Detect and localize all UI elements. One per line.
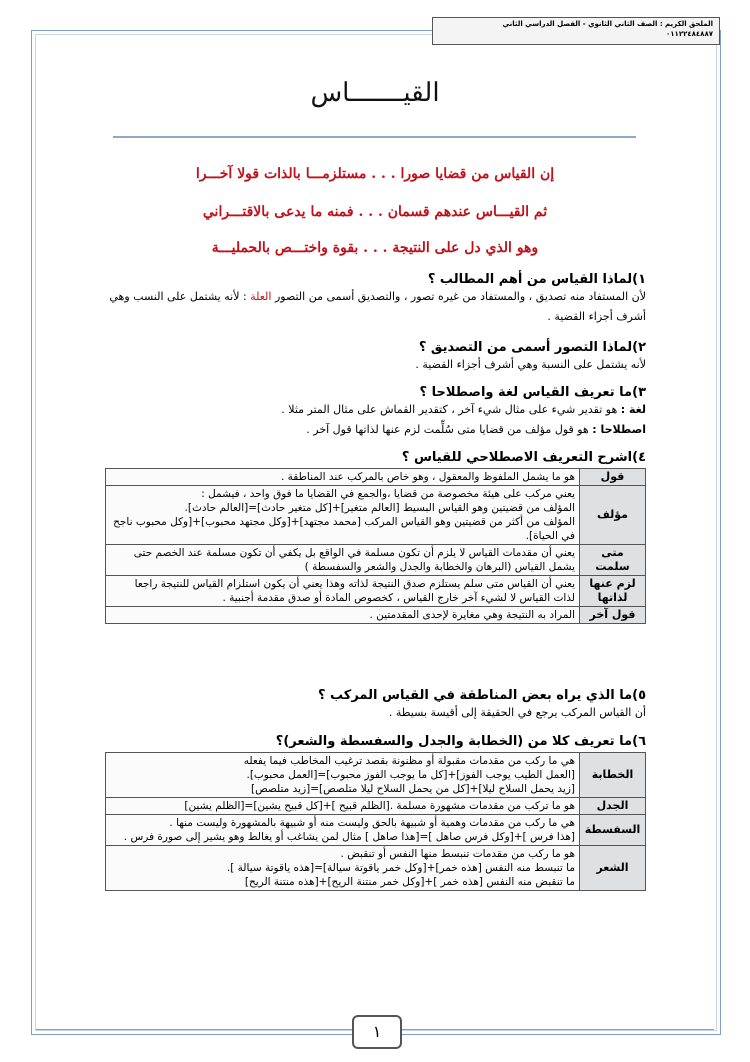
header-phone: ٠١١٢٢٤٨٤٨٨٧ — [666, 30, 713, 38]
description-line: يعني أن القياس متى سلم يستلزم صدق النتيجة لذاته وهذا يعني أن يكون استلزام القياس للنتيجة راجعا لذات القياس لا لشيء آخر خارج القياس ، كخصوص المادة أو صدق مقدمة أجنبية . — [134, 578, 575, 604]
description-cell — [106, 798, 580, 815]
question-3-term — [105, 420, 646, 440]
question-1-answer — [105, 287, 646, 327]
description-line: ما تنقبض منه النفس [هذه خمر ]+[وكل خمر منتنة الريح]+[هذه منتنة الريح] — [244, 876, 575, 888]
question-3 — [105, 385, 646, 440]
term-cell: الخطابة — [580, 753, 646, 798]
term-cell: مؤلف — [580, 486, 646, 545]
term-cell: لزم عنها لذاتها — [580, 576, 646, 607]
term-cell: الشعر — [580, 846, 646, 891]
term-cell: متى سلمت — [580, 545, 646, 576]
label-term: اصطلاحا : — [592, 423, 646, 436]
question-4 — [105, 450, 646, 624]
description-line: هي ما ركب من مقدمات وهمية أو شبيهة بالحق وليست منه أو شبيهة بالمشهورة وليست منها . — [169, 817, 575, 829]
question-2-heading: ٢)لماذا التصور أسمى من التصديق ؟ — [418, 340, 646, 355]
answer-highlight: العلة — [250, 290, 272, 303]
types-table — [105, 752, 646, 891]
answer-text: لأن المستفاد منه تصديق ، والمستفاد من غيره تصور ، والتصديق أسمى من التصور — [271, 290, 646, 303]
table-row — [106, 753, 646, 798]
question-6 — [105, 734, 646, 891]
term-cell: السفسطة — [580, 815, 646, 846]
table-row — [106, 815, 646, 846]
term-cell: الجدل — [580, 798, 646, 815]
label-lang: لغة : — [620, 403, 646, 416]
question-5 — [105, 688, 646, 723]
table-row — [106, 798, 646, 815]
description-line: يعني مركب على هيئة مخصوصة من قضايا ،والجمع في القضايا ما فوق واحد ، فيشمل : — [201, 488, 575, 500]
description-line: ما تنبسط منه النفس [هذه خمر]+[وكل خمر ياقوتة سيالة]=[هذه ياقوتة سيالة ]. — [226, 862, 575, 874]
question-1-heading: ١)لماذا القياس من أهم المطالب ؟ — [427, 272, 646, 287]
table-row — [106, 846, 646, 891]
page-number: ١ — [352, 1015, 402, 1049]
table-row — [106, 545, 646, 576]
table-row — [106, 486, 646, 545]
description-cell — [106, 846, 580, 891]
question-2-answer: لأنه يشتمل على النسبة وهي أشرف أجزاء القضية . — [415, 358, 646, 371]
question-6-heading: ٦)ما تعريف كلا من (الخطابة والجدل والسفسطة والشعر)؟ — [275, 734, 646, 749]
description-line: هو ما تركب من مقدمات مشهورة مسلمة .[الظلم قبيح ]+[كل قبيح يشين]=[الظلم يشين] — [184, 800, 575, 812]
table-row — [106, 469, 646, 486]
description-line: المؤلف من قضيتين وهو القياس البسيط [العالم متغير]+[كل متغير حادث]=[العالم حادث]. — [184, 502, 575, 514]
term-cell: قول آخر — [580, 607, 646, 624]
description-cell — [106, 469, 580, 486]
description-cell — [106, 815, 580, 846]
description-line: هي ما ركب من مقدمات مقبولة أو مظنونة بقصد ترغيب المخاطب فيما يفعله — [243, 755, 575, 767]
question-5-heading: ٥)ما الذي يراه بعض المناطقة في القياس المركب ؟ — [317, 688, 646, 703]
answer-text: هو تقدير شيء على مثال شيء آخر ، كتقدير القماش على مثال المتر مثلا . — [281, 403, 621, 416]
description-line: المؤلف من أكثر من قضيتين وهو القياس المركب [محمد مجتهد]+[وكل مجتهد محبوب]+[وكل محبوب ناجح في الحياة]. — [113, 516, 575, 542]
description-line: هو ما يشمل الملفوظ والمعقول ، وهو خاص بالمركب عند المناطقة . — [280, 471, 575, 483]
description-line: يعني أن مقدمات القياس لا يلزم أن تكون مسلمة في الواقع بل يكفي أن تكون مسلمة عند الخصم حتى يشمل القياس (البرهان والخطابة والجدل والشعر والسفسطة ) — [133, 547, 575, 573]
answer-text: هو قول مؤلف من قضايا متى سُلِّمت لزم عنها لذاتها قول آخر . — [306, 423, 593, 436]
page-title: القيـــــــاس — [310, 78, 440, 108]
definition-table — [105, 468, 646, 624]
description-line: هو ما ركب من مقدمات تنبسط منها النفس أو تنقبض . — [340, 848, 575, 860]
description-cell — [106, 545, 580, 576]
description-cell — [106, 753, 580, 798]
question-4-heading: ٤)اشرح التعريف الاصطلاحي للقياس ؟ — [401, 450, 646, 465]
page-header-box — [432, 17, 720, 45]
question-3-lang — [105, 400, 646, 420]
description-cell — [106, 486, 580, 545]
table-row — [106, 576, 646, 607]
header-subject: الملحق الكريم : الصف الثاني الثانوي - الفصل الدراسي الثاني — [502, 20, 713, 28]
question-1 — [105, 272, 646, 327]
description-line: [زيد يحمل السلاح ليلا]+[كل من يحمل السلاح ليلا متلصص]=[زيد متلصص] — [250, 783, 575, 795]
question-3-heading: ٣)ما تعريف القياس لغة واصطلاحا ؟ — [419, 385, 646, 400]
question-2 — [105, 340, 646, 375]
question-5-answer: أن القياس المركب يرجع في الحقيقة إلى أقيسة بسيطة . — [388, 706, 646, 719]
description-line: المراد به النتيجة وهي مغايرة لإحدى المقدمتين . — [369, 609, 575, 621]
term-cell: قول — [580, 469, 646, 486]
poem-line-1: إن القياس من قضايا صورا . . . مستلزمـــا بالذات قولا آخـــرا — [195, 166, 555, 182]
description-cell — [106, 576, 580, 607]
description-cell — [106, 607, 580, 624]
description-line: [العمل الطيب يوجب الفوز]+[كل ما يوجب الفوز محبوب]=[العمل محبوب]. — [246, 769, 575, 781]
title-divider — [113, 136, 636, 138]
poem-line-3: وهو الذي دل على النتيجة . . . بقوة واختـــص بالحمليـــة — [211, 240, 539, 256]
description-line: [هذا فرس ]+[وكل فرس صاهل ]=[هذا صاهل ] مثال لمن يشاغب أو يغالط وهو يشير إلى صورة فرس . — [123, 831, 575, 843]
poem-line-2: ثم القيـــاس عندهم قسمان . . . فمنه ما يدعى بالاقتـــراني — [202, 204, 548, 220]
table-row — [106, 607, 646, 624]
answer-text: : لأنه يشتمل على النسب وهي أشرف أجزاء القضية . — [109, 290, 646, 323]
